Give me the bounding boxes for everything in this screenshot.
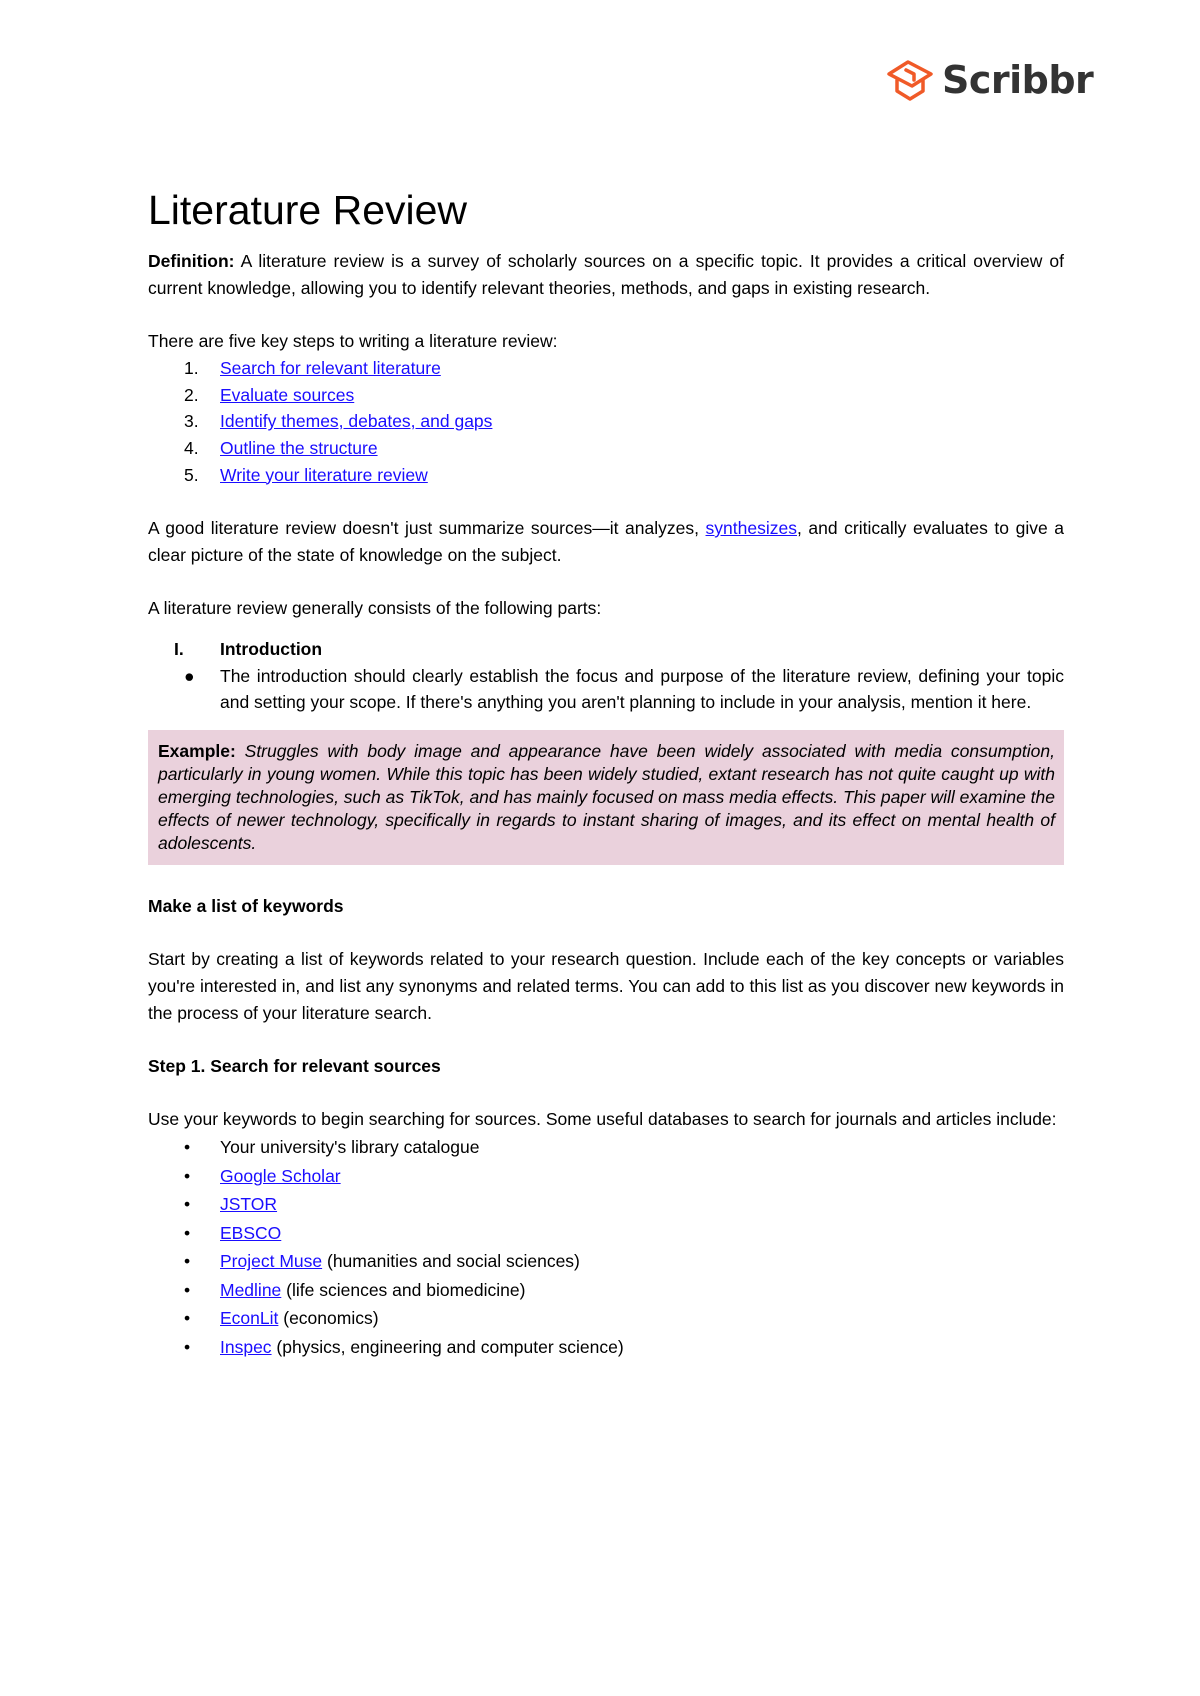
list-item xyxy=(148,1162,1064,1191)
source-link[interactable]: EBSCO xyxy=(220,1222,282,1243)
list-item xyxy=(148,1333,1064,1362)
source-link[interactable]: JSTOR xyxy=(220,1194,278,1215)
list-item xyxy=(148,408,1064,435)
bullet-icon: • xyxy=(184,1165,191,1186)
document-page xyxy=(148,186,1064,1361)
source-link[interactable]: Google Scholar xyxy=(220,1165,341,1186)
list-item xyxy=(148,1247,1064,1276)
source-link[interactable]: Inspec xyxy=(220,1336,272,1357)
source-link[interactable]: EconLit xyxy=(220,1308,279,1329)
intro-bullets xyxy=(148,663,1064,716)
step-link[interactable]: Identify themes, debates, and gaps xyxy=(220,411,493,432)
keywords-paragraph: Start by creating a list of keywords related to your research question. Include each of the key concepts or variables you're interested in, and list any synonyms and related terms. You can add to this list as you discover new keywords in the process of your literature search. xyxy=(148,949,1064,1023)
step-link[interactable]: Search for relevant literature xyxy=(220,357,441,378)
bullet-icon: • xyxy=(184,1137,191,1158)
example-text: Struggles with body image and appearance have been widely associated with media consumption, particularly in young women. While this topic has been widely studied, extant research has not quite caught up with emerging technologies, such as TikTok, and has mainly focused on mass media effects. This paper will examine the effects of newer technology, specifically in regards to instant sharing of images, and its effect on mental health of adolescents. xyxy=(158,740,1056,853)
steps-intro: There are five key steps to writing a literature review: xyxy=(148,331,558,352)
source-text: (life sciences and biomedicine) xyxy=(281,1279,526,1300)
definition-paragraph xyxy=(148,248,1064,301)
list-item xyxy=(148,355,1064,382)
bullet-icon: • xyxy=(184,1222,191,1243)
list-number: 3. xyxy=(184,411,199,432)
list-item xyxy=(148,1304,1064,1333)
step-link[interactable]: Outline the structure xyxy=(220,437,378,458)
sources-list xyxy=(148,1133,1064,1361)
bullet-icon: • xyxy=(184,1336,191,1357)
list-item xyxy=(148,1276,1064,1305)
list-number: 4. xyxy=(184,437,199,458)
good-review-paragraph xyxy=(148,515,1064,568)
example-label: Example: xyxy=(158,740,236,761)
text: , and critically evaluates to give a clear picture of the state of knowledge on the subject. xyxy=(148,518,1064,565)
bullet-icon: • xyxy=(184,1279,191,1300)
bullet-icon: ● xyxy=(184,665,195,686)
definition-text: A literature review is a survey of scholarly sources on a specific topic. It provides a critical overview of current knowledge, allowing you to identify relevant theories, methods, and gaps in existing research. xyxy=(148,251,1064,298)
roman-number: I. xyxy=(174,638,184,659)
step1-paragraph: Use your keywords to begin searching for sources. Some useful databases to search for journals and articles include: xyxy=(148,1109,1057,1130)
text: A good literature review doesn't just summarize sources—it analyzes, xyxy=(148,518,706,538)
step1-heading: Step 1. Search for relevant sources xyxy=(148,1056,441,1077)
brand-name: Scribbr xyxy=(942,58,1094,102)
list-item xyxy=(148,663,1064,716)
source-link[interactable]: Project Muse xyxy=(220,1251,323,1272)
list-item xyxy=(148,1219,1064,1248)
source-text: Your university's library catalogue xyxy=(220,1137,480,1158)
source-link[interactable]: Medline xyxy=(220,1279,282,1300)
list-number: 2. xyxy=(184,384,199,405)
bullet-text: The introduction should clearly establish the focus and purpose of the literature review, defining your topic and setting your scope. If there's anything you aren't planning to include in your analysis, mention it here. xyxy=(220,665,1064,713)
keywords-heading: Make a list of keywords xyxy=(148,895,344,916)
bullet-icon: • xyxy=(184,1308,191,1329)
source-text: (humanities and social sciences) xyxy=(322,1251,580,1272)
list-item xyxy=(148,435,1064,462)
list-item xyxy=(148,382,1064,409)
list-number: 5. xyxy=(184,464,199,485)
list-item xyxy=(148,462,1064,489)
bullet-icon: • xyxy=(184,1251,191,1272)
steps-list xyxy=(148,355,1064,489)
page-title: Literature Review xyxy=(148,187,468,233)
source-text: (economics) xyxy=(278,1308,379,1329)
section-introduction-heading xyxy=(148,636,1064,663)
section-label: Introduction xyxy=(220,638,323,659)
bullet-icon: • xyxy=(184,1194,191,1215)
source-text: (physics, engineering and computer science) xyxy=(271,1336,624,1357)
example-box xyxy=(148,730,1064,865)
step-link[interactable]: Write your literature review xyxy=(220,464,428,485)
scribbr-logo xyxy=(886,58,1093,102)
list-item xyxy=(148,1190,1064,1219)
parts-intro: A literature review generally consists of the following parts: xyxy=(148,598,602,619)
step-link[interactable]: Evaluate sources xyxy=(220,384,355,405)
definition-label: Definition: xyxy=(148,251,235,271)
list-item xyxy=(148,1133,1064,1162)
synthesizes-link[interactable]: synthesizes xyxy=(705,518,797,538)
list-number: 1. xyxy=(184,357,199,378)
graduation-cap-icon xyxy=(886,58,934,102)
